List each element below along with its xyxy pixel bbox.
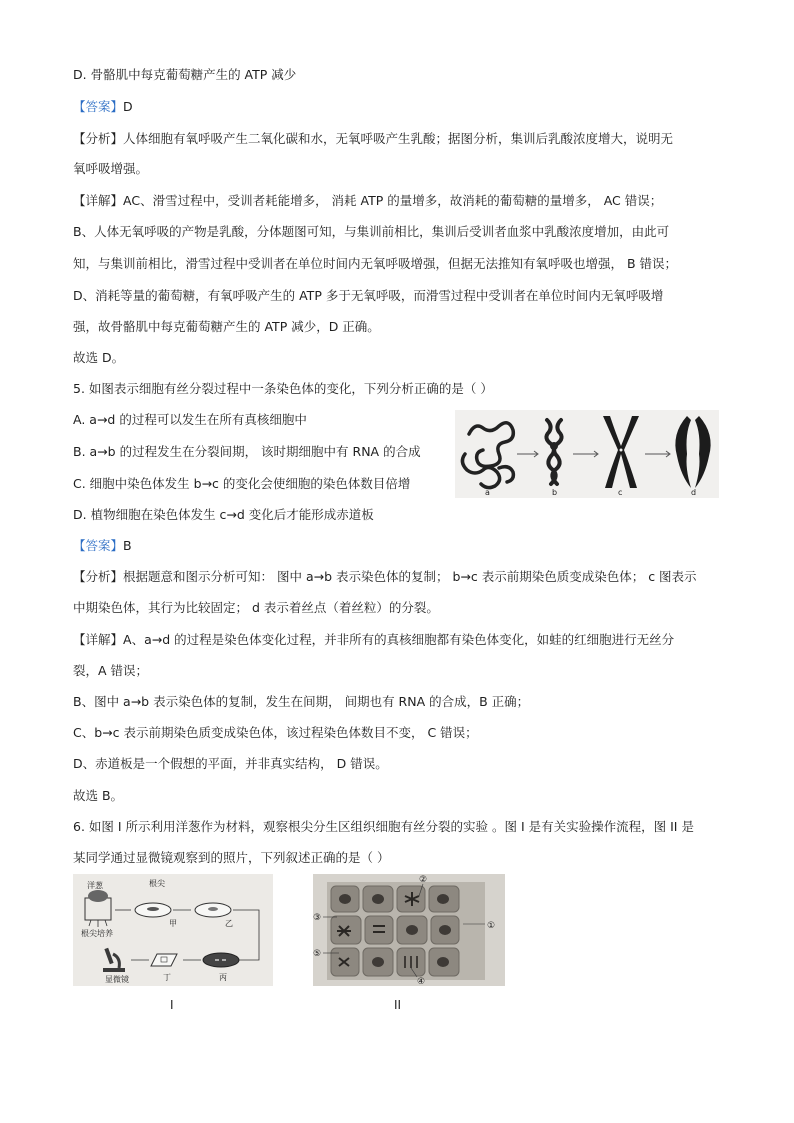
fig1-label: 根尖 (149, 879, 165, 888)
figure-label: c (618, 488, 623, 497)
micrograph-figure (313, 874, 505, 986)
fig1-label: 根尖培养 (81, 929, 113, 938)
chromosome-b (546, 420, 561, 484)
micrograph-svg (313, 874, 505, 986)
root-tip-icon (147, 907, 159, 911)
answer-tag: 【答案】 (73, 99, 124, 114)
q5-detail-line: C、b→c 表示前期染色质变成染色体，该过程染色体数目不变， C 错误； (73, 725, 478, 740)
fig1-label: 洋葱 (87, 881, 103, 890)
option-d: D. 骨骼肌中每克葡萄糖产生的 ATP 减少 (73, 67, 297, 82)
q5-detail-line: 裂，A 错误； (73, 663, 149, 678)
analysis-text: 根据题意和图示分析可知： 图中 a→b 表示染色体的复制； b→c 表示前期染色质变成染色体； c 图表示 (123, 569, 697, 584)
q6-stem: 6. 如图 I 所示利用洋葱作为材料，观察根尖分生区组织细胞有丝分裂的实验 。图 I 是有关实验操作流程，图 II 是 (73, 819, 694, 834)
micrograph-marker: ② (419, 875, 428, 885)
fig1-label: 丁 (163, 973, 171, 982)
connector-line (233, 910, 259, 960)
detail-line: 强，故骨骼肌中每克葡萄糖产生的 ATP 减少，D 正确。 (73, 319, 380, 334)
q5-detail-line: B、图中 a→b 表示染色体的复制，发生在间期， 间期也有 RNA 的合成，B 正确； (73, 694, 530, 709)
answer-line (73, 99, 133, 115)
figure-label: a (485, 488, 490, 497)
detail-line: D、消耗等量的葡萄糖，有氧呼吸产生的 ATP 多于无氧呼吸，而滑雪过程中受训者在单位时间内无氧呼吸增 (73, 288, 664, 303)
q5-option-d: D. 植物细胞在染色体发生 c→d 变化后才能形成赤道板 (73, 507, 374, 522)
chromatin-a (462, 423, 513, 488)
detail-tag: 【详解】 (73, 632, 124, 647)
chromosome-figure (455, 410, 719, 498)
answer-value: D (123, 99, 133, 114)
fig1-label: 甲 (169, 919, 177, 928)
detail-line: 知，与集训前相比，滑雪过程中受训者在单位时间内无氧呼吸增强，但据无法推知有氧呼吸也增强， B 错误； (73, 256, 678, 271)
root-tip-icon (208, 907, 218, 911)
slide-icon (151, 954, 177, 966)
conclusion: 故选 D。 (73, 350, 125, 365)
detail-text: AC、滑雪过程中，受训者耗能增多， 消耗 ATP 的量增多，故消耗的葡萄糖的量增多， AC 错误； (123, 193, 663, 208)
fig1-label: 显微镜 (105, 975, 129, 984)
micrograph-marker: ④ (417, 977, 426, 986)
microscope-icon (103, 948, 125, 972)
figure-label: d (691, 488, 697, 497)
q5-detail-line (73, 632, 674, 648)
analysis-line: 氧呼吸增强。 (73, 161, 149, 176)
analysis-line (73, 131, 673, 147)
micrograph-marker: ③ (313, 913, 322, 923)
chromatids-d (675, 416, 710, 488)
micrograph-marker: ⑤ (313, 949, 322, 959)
q5-detail-line: D、赤道板是一个假想的平面，并非真实结构， D 错误。 (73, 756, 388, 771)
answer-value: B (123, 538, 132, 553)
figure-caption-ii: II (394, 998, 402, 1012)
q5-option-b: B. a→b 的过程发生在分裂间期， 该时期细胞中有 RNA 的合成 (73, 444, 421, 459)
analysis-text: 人体细胞有氧呼吸产生二氧化碳和水，无氧呼吸产生乳酸；据图分析，集训后乳酸浓度增大，说明无 (123, 131, 674, 146)
answer-tag: 【答案】 (73, 538, 124, 553)
stain-dish-icon (203, 953, 239, 967)
figure-caption-i: I (170, 998, 174, 1012)
q5-answer-line (73, 538, 132, 554)
q5-analysis-line: 中期染色体，其行为比较固定； d 表示着丝点（着丝粒）的分裂。 (73, 600, 439, 615)
analysis-tag: 【分析】 (73, 569, 124, 584)
q5-analysis-line (73, 569, 697, 585)
detail-line (73, 193, 662, 209)
experiment-flow-svg (73, 874, 273, 986)
q5-option-c: C. 细胞中染色体发生 b→c 的变化会使细胞的染色体数目倍增 (73, 476, 411, 491)
q5-option-a: A. a→d 的过程可以发生在所有真核细胞中 (73, 412, 307, 427)
analysis-tag: 【分析】 (73, 131, 124, 146)
detail-text: A、a→d 的过程是染色体变化过程，并非所有的真核细胞都有染色体变化，如蛙的红细胞进行无丝分 (123, 632, 675, 647)
fig1-label: 丙 (219, 973, 227, 982)
q5-stem: 5. 如图表示细胞有丝分裂过程中一条染色体的变化，下列分析正确的是（ ） (73, 381, 493, 396)
onion-jar-icon (85, 890, 111, 927)
fig1-label: 乙 (225, 919, 233, 928)
q5-conclusion: 故选 B。 (73, 788, 124, 803)
experiment-flow-figure (73, 874, 273, 986)
detail-line: B、人体无氧呼吸的产物是乳酸，分体题图可知，与集训前相比，集训后受训者血浆中乳酸浓度增加，由此可 (73, 224, 670, 239)
q6-stem: 某同学通过显微镜观察到的照片，下列叙述正确的是（ ） (73, 850, 390, 865)
figure-label: b (552, 488, 558, 497)
detail-tag: 【详解】 (73, 193, 124, 208)
chromosome-figure-svg (455, 410, 719, 498)
micrograph-marker: ① (487, 921, 496, 931)
chromosome-c (603, 416, 639, 488)
